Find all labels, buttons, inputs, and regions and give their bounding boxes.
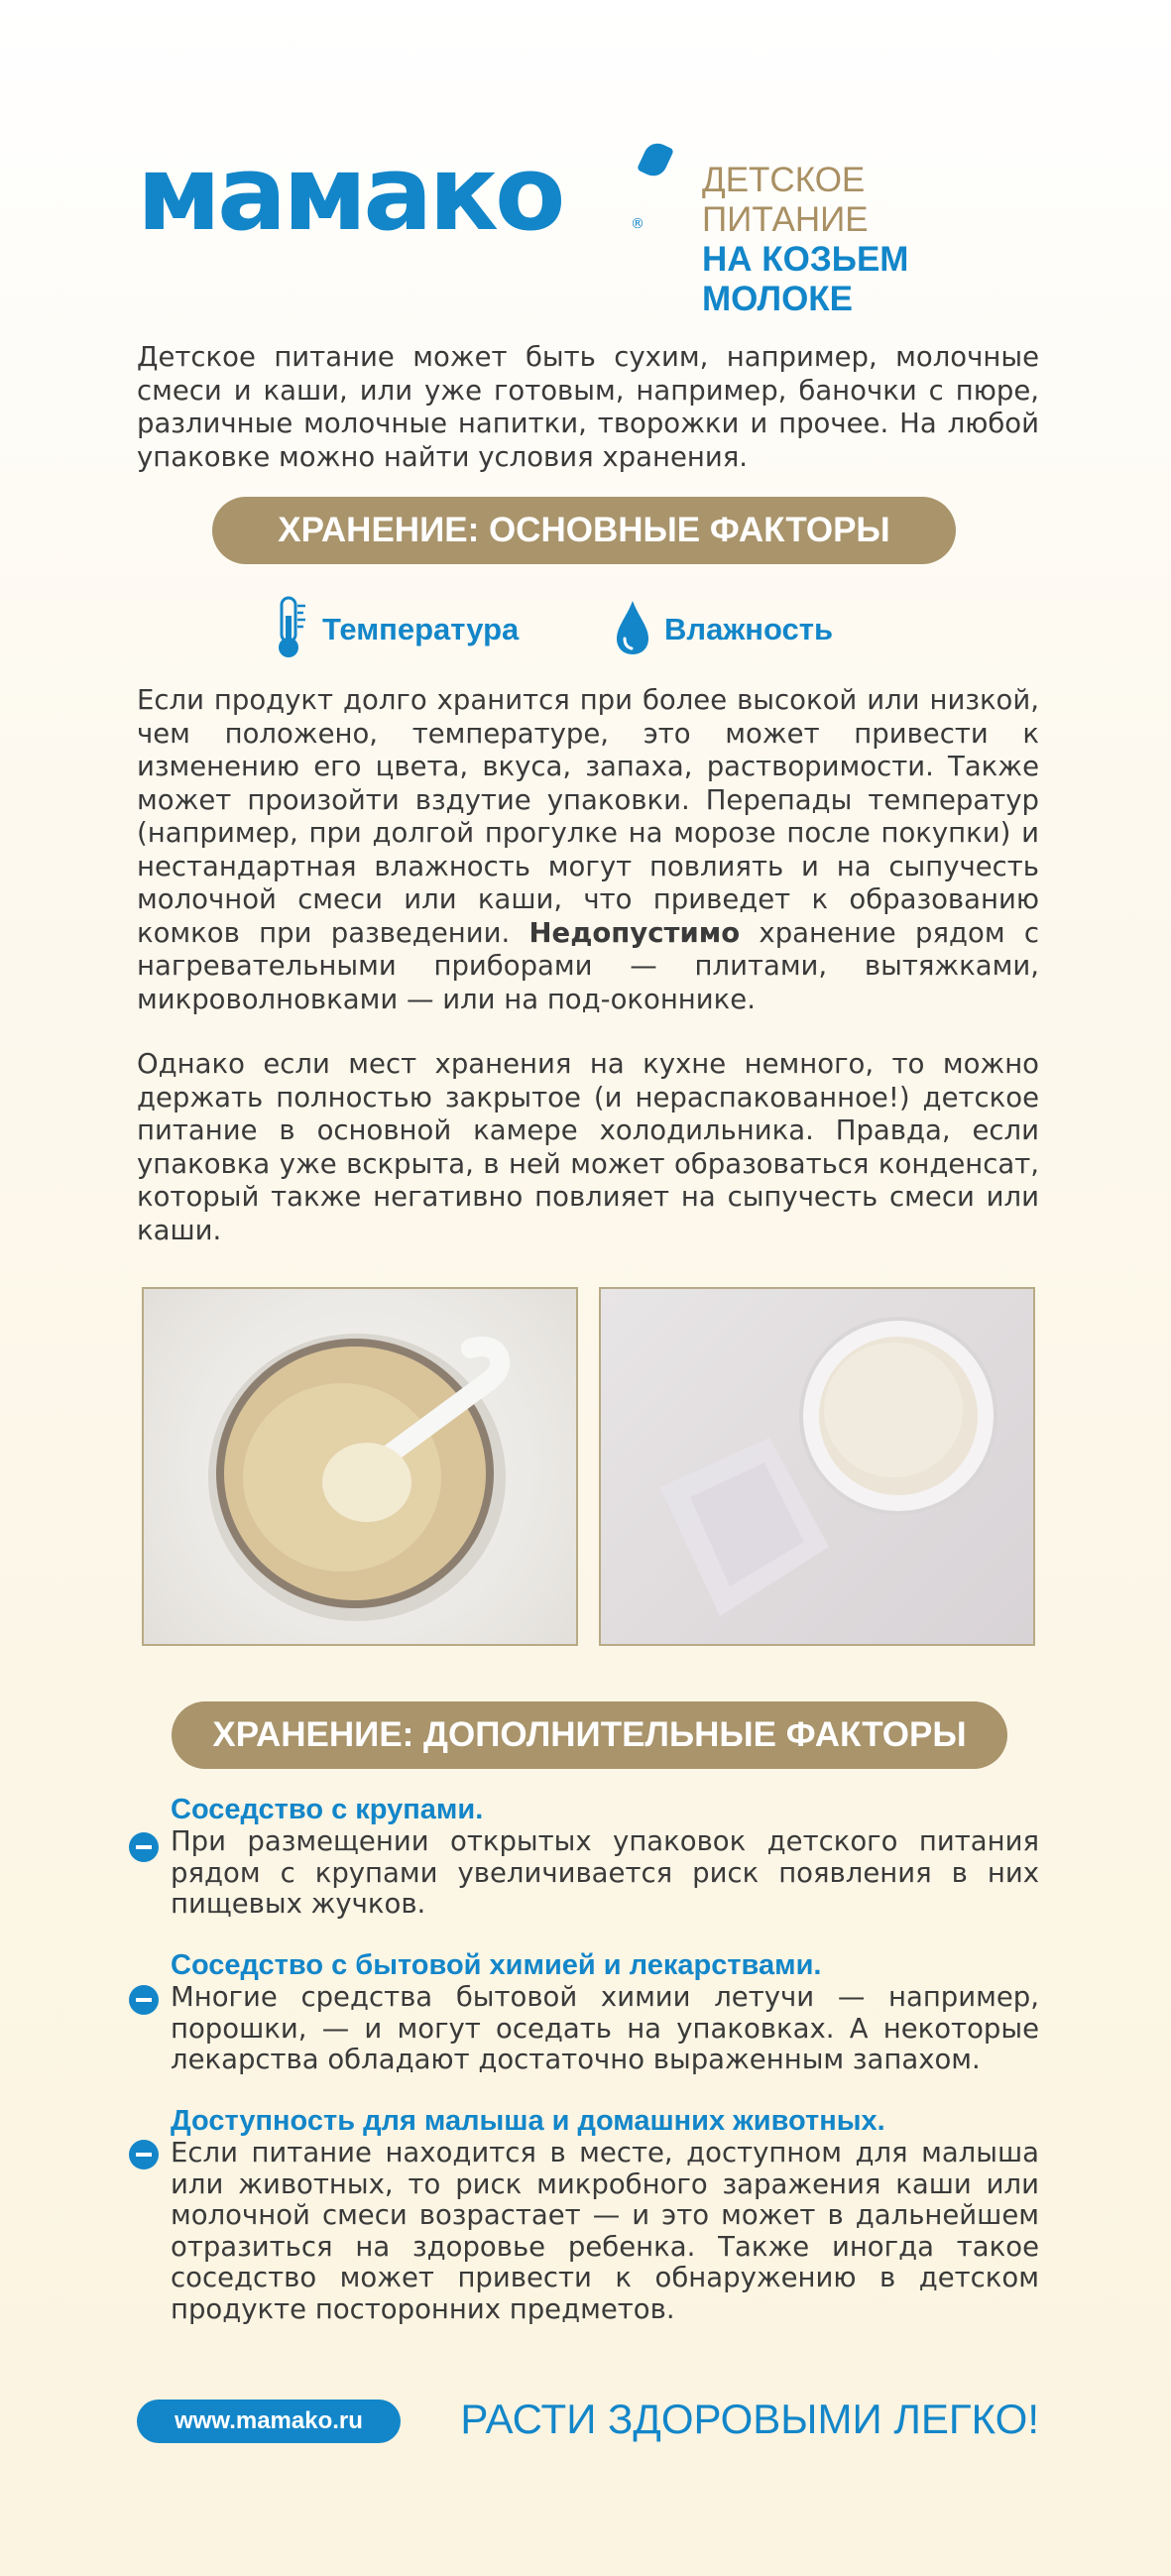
item-text: При размещении открытых упаковок детского питания рядом с крупами увеличивается риск появления в них пищевых жучков. <box>171 1825 1039 1920</box>
factor-label-humidity: Влажность <box>664 612 834 646</box>
minus-circle-icon <box>129 1832 159 1862</box>
section1-title: ХРАНЕНИЕ: ОСНОВНЫЕ ФАКТОРЫ <box>212 497 956 564</box>
header <box>137 133 1039 318</box>
logo-leaf-mark <box>637 139 674 180</box>
thermometer-icon <box>273 596 308 663</box>
factor-temperature <box>273 600 519 659</box>
storage-paragraph-1 <box>137 684 1039 1016</box>
minus-circle-icon <box>129 2140 159 2169</box>
list-item <box>129 1793 1039 1921</box>
registered-mark: ® <box>631 216 644 232</box>
slogan: РАСТИ ЗДОРОВЫМИ ЛЕГКО! <box>460 2396 1039 2442</box>
para1-text-b: хранение рядом с нагревательными приборами — плитами, вытяжками, микроволновками — или на под-оконнике. <box>137 916 1039 1015</box>
item-text: Если питание находится в месте, доступном для малыша или животных, то риск микробного заражения каши или молочной смеси возрастает — и это может в дальнейшем отразиться на здоровье ребенка. Также иногда такое соседство может привести к обнаружению в детском продукте посторонних предметов. <box>171 2137 1039 2325</box>
brand-tagline <box>702 161 1039 319</box>
tagline-line2: НА КОЗЬЕМ МОЛОКЕ <box>702 240 909 318</box>
photo-formula-bowl <box>142 1287 578 1646</box>
list-item <box>129 1948 1039 2076</box>
item-text: Многие средства бытовой химии летучи — например, порошки, — и могут оседать на упаковках. А некоторые лекарства обладают достаточно выраженным запахом. <box>171 1981 1039 2075</box>
photo-formula-container <box>599 1287 1035 1646</box>
factor-label-temperature: Температура <box>322 612 520 646</box>
website-link[interactable]: www.mamako.ru <box>137 2400 401 2443</box>
intro-paragraph: Детское питание может быть сухим, например, молочные смеси и каши, или уже готовым, например, баночки с пюре, различные молочные напитки, творожки и прочее. На любой упаковке можно найти условия хранения. <box>137 341 1039 473</box>
section2-title: ХРАНЕНИЕ: ДОПОЛНИТЕЛЬНЫЕ ФАКТОРЫ <box>172 1701 1007 1769</box>
water-drop-icon <box>615 599 650 660</box>
list-item <box>129 2104 1039 2325</box>
storage-paragraph-2: Однако если мест хранения на кухне немного, то можно держать полностью закрытое (и нераспакованное!) детское питание в основной камере холодильника. Правда, если упаковка уже вскрыта, в ней может образоваться конденсат, который также негативно повлияет на сыпучесть смеси или каши. <box>137 1048 1039 1246</box>
para1-bold-word: Недопустимо <box>528 916 741 949</box>
factor-humidity <box>615 600 833 659</box>
minus-circle-icon <box>129 1985 159 2015</box>
item-heading: Соседство с бытовой химией и лекарствами. <box>171 1949 822 1981</box>
item-heading: Доступность для малыша и домашних животных. <box>171 2105 885 2137</box>
para1-text-a: Если продукт долго хранится при более высокой или низкой, чем положено, температуре, это может привести к изменению его цвета, вкуса, запаха, растворимости. Также может произойти вздутие упаковки. Перепады температур (например, при долгой прогулке на морозе после покупки) и нестандартная влажность могут повлиять и на сыпучесть молочной смеси или каши, что приведет к образованию комков при разведении. <box>137 684 1039 949</box>
item-heading: Соседство с крупами. <box>171 1794 484 1825</box>
brand-logo: мамако <box>137 133 562 254</box>
tagline-line1: ДЕТСКОЕ ПИТАНИЕ <box>702 161 869 239</box>
